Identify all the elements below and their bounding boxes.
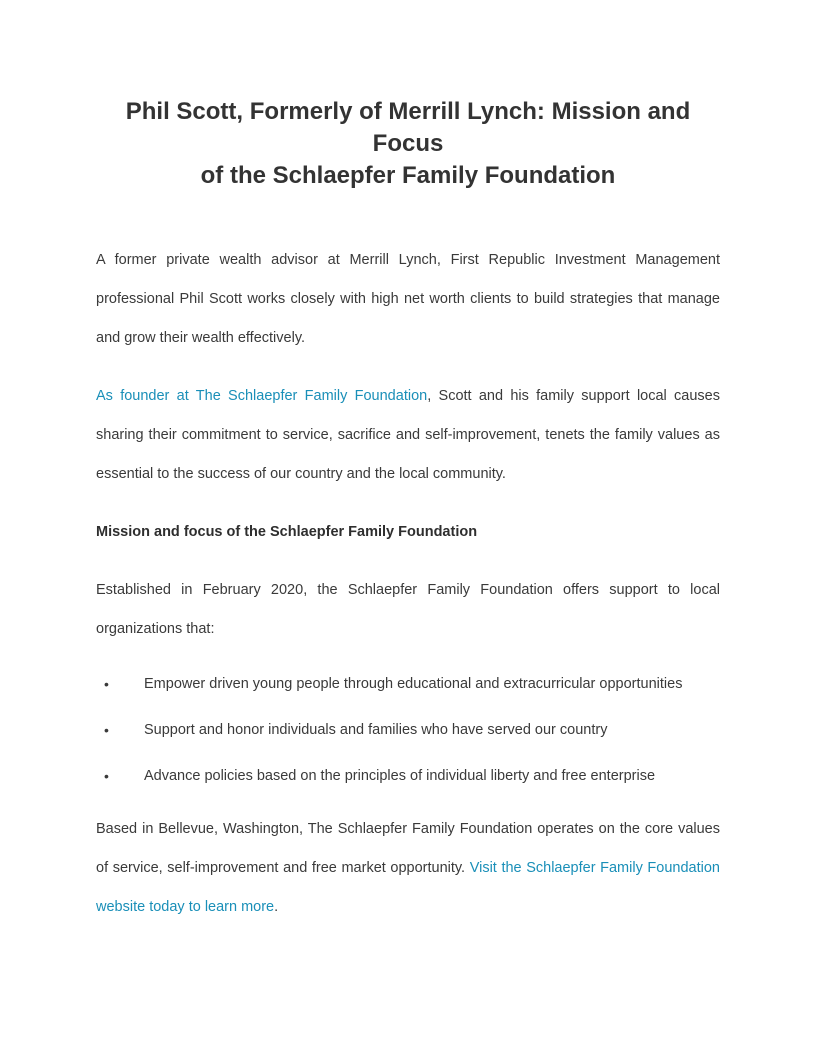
document-page (96, 96, 720, 927)
title-line-1: Phil Scott, Formerly of Merrill Lynch: Mission and Focus (125, 98, 691, 157)
intro-paragraph: A former private wealth advisor at Merrill Lynch, First Republic Investment Management professional Phil Scott works closely with high net worth clients to build strategies that manage and grow their wealth effectively. (96, 252, 720, 346)
bullet-icon: • (104, 676, 109, 692)
list-item (96, 661, 720, 707)
closing-text: Based in Bellevue, Washington, The Schlaepfer Family Foundation operates on the core values of service, self-improvement and free market opportunity. (96, 821, 720, 876)
list-item (96, 707, 720, 753)
closing-paragraph (96, 810, 720, 927)
founder-paragraph-text: , Scott and his family support local causes sharing their commitment to service, sacrifice and self-improvement, tenets the family values as essential to the success of our country and the local community. (96, 388, 720, 482)
founder-link[interactable]: As founder at The Schlaepfer Family Foundation (96, 388, 428, 404)
list-item-text: Empower driven young people through educational and extracurricular opportunities (144, 676, 683, 692)
list-item (96, 753, 720, 799)
bullet-icon: • (104, 768, 109, 784)
founder-paragraph (96, 377, 720, 494)
list-item-text: Support and honor individuals and families who have served our country (144, 722, 608, 738)
document-title (96, 96, 720, 192)
closing-end: . (274, 899, 279, 915)
bullet-icon: • (104, 722, 109, 738)
section-heading: Mission and focus of the Schlaepfer Family Foundation (96, 524, 478, 540)
support-list (96, 661, 720, 799)
title-line-2: of the Schlaepfer Family Foundation (200, 162, 616, 189)
website-link[interactable]: Visit the Schlaepfer Family Foundation website today to learn more (96, 860, 720, 915)
established-paragraph: Established in February 2020, the Schlaepfer Family Foundation offers support to local organizations that: (96, 582, 720, 637)
list-item-text: Advance policies based on the principles of individual liberty and free enterprise (144, 768, 656, 784)
